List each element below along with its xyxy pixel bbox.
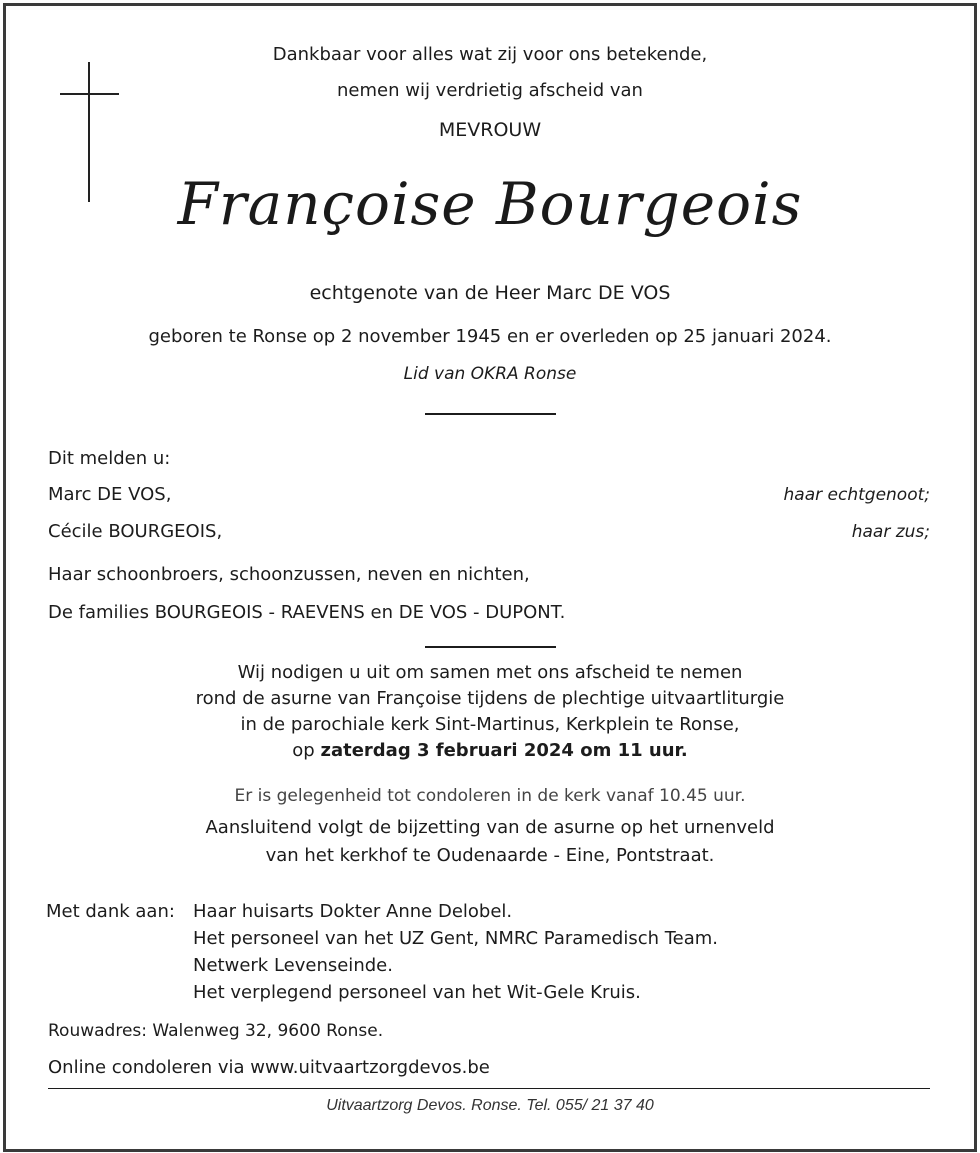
thanks-label: Met dank aan: bbox=[46, 901, 175, 922]
ceremony-line-2: rond de asurne van Françoise tijdens de plechtige uitvaartliturgie bbox=[195, 688, 785, 709]
ceremony-line-4 bbox=[0, 740, 980, 761]
ceremony-line-1: Wij nodigen u uit om samen met ons afscheid te nemen bbox=[237, 662, 743, 683]
family-relation-2: haar zus; bbox=[851, 522, 930, 542]
family-relation-1: haar echtgenoot; bbox=[783, 485, 930, 505]
footer-funeral-home: Uitvaartzorg Devos. Ronse. Tel. 055/ 21 37 40 bbox=[326, 1097, 654, 1114]
divider-2 bbox=[425, 646, 556, 648]
thanks-item-1: Haar huisarts Dokter Anne Delobel. bbox=[193, 901, 513, 922]
announce-intro: Dit melden u: bbox=[48, 448, 171, 469]
ceremony-date: zaterdag 3 februari 2024 om 11 uur. bbox=[320, 740, 688, 761]
ceremony-date-prefix: op bbox=[292, 740, 315, 761]
family-name-2: Cécile BOURGEOIS, bbox=[48, 521, 223, 542]
thanks-item-3: Netwerk Levenseinde. bbox=[193, 955, 393, 976]
family-name-1: Marc DE VOS, bbox=[48, 484, 172, 505]
intro-line-2: nemen wij verdrietig afscheid van bbox=[337, 80, 643, 101]
burial-line-2: van het kerkhof te Oudenaarde - Eine, Pontstraat. bbox=[265, 845, 715, 866]
thanks-item-4: Het verplegend personeel van het Wit-Gele Kruis. bbox=[193, 982, 641, 1003]
intro-line-1: Dankbaar voor alles wat zij voor ons betekende, bbox=[272, 44, 708, 65]
membership-line: Lid van OKRA Ronse bbox=[403, 364, 577, 384]
condolence-line: Er is gelegenheid tot condoleren in de kerk vanaf 10.45 uur. bbox=[234, 786, 746, 806]
footer-divider bbox=[48, 1088, 930, 1089]
deceased-name: Françoise Bourgeois bbox=[177, 170, 803, 238]
birth-death-line: geboren te Ronse op 2 november 1945 en er overleden op 25 januari 2024. bbox=[148, 326, 832, 347]
burial-line-1: Aansluitend volgt de bijzetting van de asurne op het urnenveld bbox=[205, 817, 775, 838]
divider-1 bbox=[425, 413, 556, 415]
family-extra-1: Haar schoonbroers, schoonzussen, neven en nichten, bbox=[48, 564, 530, 585]
ceremony-line-3: in de parochiale kerk Sint-Martinus, Kerkplein te Ronse, bbox=[240, 714, 740, 735]
spouse-line: echtgenote van de Heer Marc DE VOS bbox=[309, 282, 671, 304]
family-extra-2: De families BOURGEOIS - RAEVENS en DE VOS - DUPONT. bbox=[48, 602, 566, 623]
thanks-item-2: Het personeel van het UZ Gent, NMRC Paramedisch Team. bbox=[193, 928, 719, 949]
mourning-address: Rouwadres: Walenweg 32, 9600 Ronse. bbox=[48, 1021, 384, 1041]
title-mevrouw: MEVROUW bbox=[438, 119, 542, 141]
online-condolence: Online condoleren via www.uitvaartzorgdevos.be bbox=[48, 1057, 490, 1078]
